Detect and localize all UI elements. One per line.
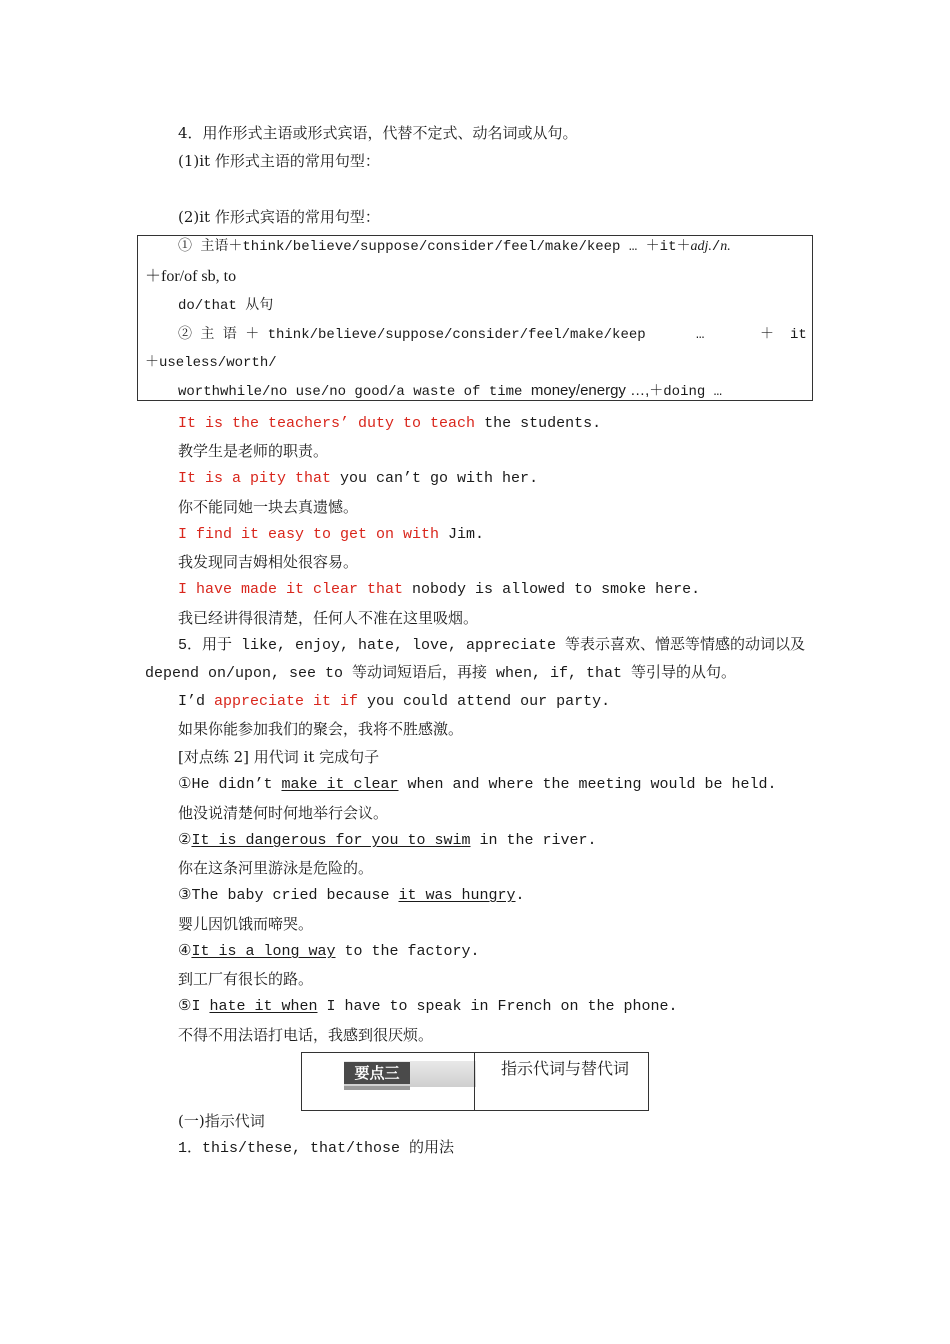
pattern-line5: ＋useless/worth/	[145, 355, 277, 371]
answer-blank: It is dangerous for you to swim	[191, 832, 471, 849]
practice-item-5: ⑤I hate it when I have to speak in French on the phone.	[178, 998, 678, 1015]
example-2-en: It is a pity that you can’t go with her.	[178, 470, 539, 487]
example-3-en: I find it easy to get on with Jim.	[178, 526, 485, 543]
section5-line2: depend on/upon, see to 等动词短语后，再接 when, if, that 等引导的从句。	[145, 665, 737, 682]
pattern-box	[137, 235, 813, 401]
pattern-line6: worthwhile/no use/no good/a waste of time money/energy …,＋doing …	[178, 382, 723, 400]
example-3-zh: 我发现同吉姆相处很容易。	[178, 553, 359, 571]
section-demo-heading: (一)指示代词	[178, 1112, 265, 1130]
pattern-line4: ② 主 语 ＋ think/believe/suppose/consider/feel/make/keep … ＋ it	[178, 327, 807, 343]
example-1-zh: 教学生是老师的职责。	[178, 442, 329, 460]
example-4-en: I have made it clear that nobody is allowed to smoke here.	[178, 581, 701, 598]
answer-blank: it was hungry	[398, 887, 516, 904]
practice-item-2-zh: 你在这条河里游泳是危险的。	[178, 859, 374, 877]
section4-heading: 4．用作形式主语或形式宾语，代替不定式、动名词或从句。	[178, 124, 578, 142]
key-point-badge-label: 要点三	[344, 1062, 410, 1084]
answer-blank: make it clear	[281, 776, 399, 793]
answer-blank: hate it when	[209, 998, 318, 1015]
section5-example-en: I’d appreciate it if you could attend our party.	[178, 693, 611, 710]
key-point-box	[301, 1052, 649, 1111]
practice-item-3-zh: 婴儿因饥饿而啼哭。	[178, 915, 314, 933]
box-divider	[474, 1053, 475, 1110]
answer-blank: It is a long way	[191, 943, 336, 960]
practice-item-2: ②It is dangerous for you to swim in the river.	[178, 832, 597, 849]
section4-sub1: (1)it 作形式主语的常用句型：	[178, 152, 380, 170]
practice-item-4-zh: 到工厂有很长的路。	[178, 970, 314, 988]
pattern-line1: ① 主语＋think/believe/suppose/consider/feel/make/keep … ＋it＋adj./n.	[178, 239, 731, 255]
example-4-zh: 我已经讲得很清楚，任何人不准在这里吸烟。	[178, 609, 479, 627]
example-1-en: It is the teachers’ duty to teach the students.	[178, 415, 602, 432]
section-demo-item1: 1．this/these, that/those 的用法	[178, 1140, 455, 1157]
practice-item-4: ④It is a long way to the factory.	[178, 943, 480, 960]
section4-sub2: (2)it 作形式宾语的常用句型：	[178, 208, 380, 226]
pattern-line2: ＋for/of sb, to	[145, 268, 237, 285]
example-2-zh: 你不能同她一块去真遗憾。	[178, 498, 359, 516]
badge-shadow	[344, 1086, 410, 1090]
key-point-title: 指示代词与替代词	[500, 1059, 629, 1078]
section5-line1: 5．用于 like, enjoy, hate, love, appreciate 等表示喜欢、憎恶等情感的动词以及	[178, 637, 806, 654]
practice-item-1-zh: 他没说清楚何时何地举行会议。	[178, 804, 389, 822]
section5-example-zh: 如果你能参加我们的聚会，我将不胜感激。	[178, 720, 464, 738]
key-point-badge	[344, 1061, 476, 1087]
practice-title: [对点练 2] 用代词 it 完成句子	[178, 748, 380, 766]
pattern-line3: do/that 从句	[178, 298, 274, 314]
practice-item-5-zh: 不得不用法语打电话，我感到很厌烦。	[178, 1026, 434, 1044]
practice-item-1: ①He didn’t make it clear when and where the meeting would be held.	[178, 776, 777, 793]
practice-item-3: ③The baby cried because it was hungry.	[178, 887, 525, 904]
